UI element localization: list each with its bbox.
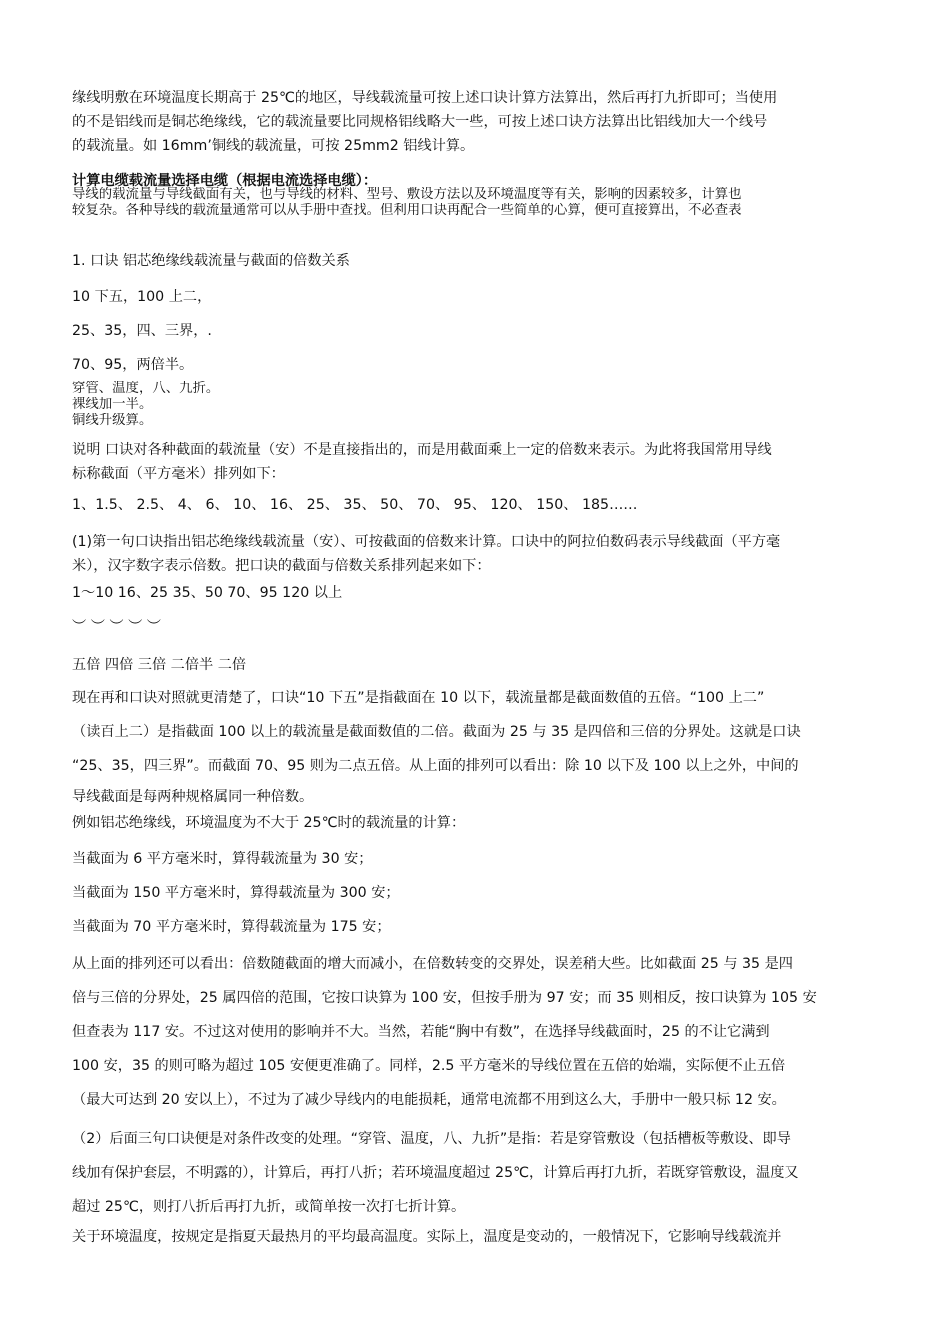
rhyme-line-5: 裸线加一半。 [72, 397, 153, 412]
example-intro: 例如铝芯绝缘线，环境温度为不大于 25℃时的载流量的计算： [72, 815, 466, 831]
paragraph-4-line-3: 超过 25℃，则打八折后再打九折，或简单按一次打七折计算。 [72, 1199, 466, 1215]
paragraph-2-line-2: （读百上二）是指截面 100 以上的载流量是截面数值的二倍。截面为 25 与 35 是四倍和三倍的分界处。这就是口诀 [72, 724, 801, 740]
example-3: 当截面为 70 平方毫米时，算得载流量为 175 安； [72, 919, 391, 935]
paragraph-3-line-5: （最大可达到 20 安以上），不过为了减少导线内的电能损耗，通常电流都不用到这么大，手册中一般只标 12 安。 [72, 1092, 786, 1108]
paragraph-3-line-3: 但查表为 117 安。不过这对使用的影响并不大。当然，若能“胸中有数”，在选择导线截面时，25 的不让它满到 [72, 1024, 770, 1040]
paragraph-3-line-2: 倍与三倍的分界处，25 属四倍的范围，它按口诀算为 100 安，但按手册为 97 安；而 35 则相反，按口诀算为 105 安 [72, 990, 817, 1006]
intro-line-2: 的不是铝线而是铜芯绝缘线，它的载流量要比同规格铝线略大一些，可按上述口诀方法算出比铝线加大一个线号 [72, 114, 768, 130]
rhyme-line-3: 70、95，两倍半。 [72, 357, 194, 373]
heading-body-line-2: 较复杂。各种导线的载流量通常可以从手册中查找。但利用口诀再配合一些简单的心算，便可直接算出，不必查表 [72, 203, 742, 218]
paragraph-2-line-3: “25、35，四三界”。而截面 70、95 则为二点五倍。从上面的排列可以看出：除 10 以下及 100 以上之外，中间的 [72, 758, 799, 774]
intro-paragraph [72, 86, 894, 158]
paragraph-3-line-1: 从上面的排列还可以看出：倍数随截面的增大而减小，在倍数转变的交界处，误差稍大些。比如截面 25 与 35 是四 [72, 956, 793, 972]
paragraph-2-line-4: 导线截面是每两种规格属同一种倍数。 [72, 789, 314, 805]
example-1: 当截面为 6 平方毫米时，算得载流量为 30 安； [72, 851, 373, 867]
intro-line-3: 的载流量。如 16mm’铜线的载流量，可按 25mm2 铝线计算。 [72, 138, 475, 154]
rhyme-tight-block [72, 381, 894, 429]
explain-line-2: 标称截面（平方毫米）排列如下： [72, 466, 285, 482]
paragraph-1-line-1: (1)第一句口诀指出铝芯绝缘线载流量（安）、可按截面的倍数来计算。口诀中的阿拉伯数码表示导线截面（平方毫 [72, 534, 781, 550]
paragraph-4 [72, 1122, 894, 1224]
heading-body [72, 187, 894, 219]
braces-line: ︶ ︶ ︶ ︶ ︶ [72, 619, 161, 635]
sizes-list: 1、1.5、 2.5、 4、 6、 10、 16、 25、 35、 50、 70、 95、 120、 150、 185…… [72, 497, 638, 513]
explain-paragraph [72, 438, 894, 486]
rhyme-line-2: 25、35，四、三界，. [72, 323, 212, 339]
multiples-line: 五倍 四倍 三倍 二倍半 二倍 [72, 657, 247, 673]
section-heading: 计算电缆载流量选择电缆（根据电流选择电缆）： [72, 173, 378, 189]
rhyme-line-4: 穿管、温度，八、九折。 [72, 381, 220, 396]
example-2: 当截面为 150 平方毫米时，算得载流量为 300 安； [72, 885, 400, 901]
heading-body-line-1: 导线的载流量与导线截面有关，也与导线的材料、型号、敷设方法以及环境温度等有关，影响的因素较多，计算也 [72, 187, 742, 202]
paragraph-3 [72, 947, 894, 1117]
paragraph-2 [72, 681, 894, 783]
paragraph-1 [72, 530, 894, 578]
explain-line-1: 说明 口诀对各种截面的载流量（安）不是直接指出的，而是用截面乘上一定的倍数来表示。为此将我国常用导线 [72, 442, 772, 458]
paragraph-4-line-1: （2）后面三句口诀便是对条件改变的处理。“穿管、温度，八、九折”是指：若是穿管敷设（包括槽板等敷设、即导 [72, 1131, 791, 1147]
intro-line-1: 缘线明敷在环境温度长期高于 25℃的地区，导线载流量可按上述口诀计算方法算出，然后再打九折即可；当使用 [72, 90, 778, 106]
paragraph-4-line-2: 线加有保护套层，不明露的），计算后，再打八折；若环境温度超过 25℃，计算后再打九折，若既穿管敷设，温度又 [72, 1165, 799, 1181]
paragraph-3-line-4: 100 安，35 的则可略为超过 105 安便更准确了。同样，2.5 平方毫米的导线位置在五倍的始端，实际便不止五倍 [72, 1058, 786, 1074]
rhyme-line-1: 10 下五，100 上二， [72, 289, 212, 305]
paragraph-2-line-1: 现在再和口诀对照就更清楚了，口诀“10 下五”是指截面在 10 以下，载流量都是截面数值的五倍。“100 上二” [72, 690, 765, 706]
paragraph-5: 关于环境温度，按规定是指夏天最热月的平均最高温度。实际上，温度是变动的，一般情况下，它影响导线载流并 [72, 1229, 782, 1245]
rhyme-title: 1. 口诀 铝芯绝缘线载流量与截面的倍数关系 [72, 253, 350, 269]
rhyme-line-6: 铜线升级算。 [72, 413, 153, 428]
paragraph-1-line-2: 米），汉字数字表示倍数。把口诀的截面与倍数关系排列起来如下： [72, 558, 491, 574]
ranges-line: 1～10 16、25 35、50 70、95 120 以上 [72, 585, 343, 601]
